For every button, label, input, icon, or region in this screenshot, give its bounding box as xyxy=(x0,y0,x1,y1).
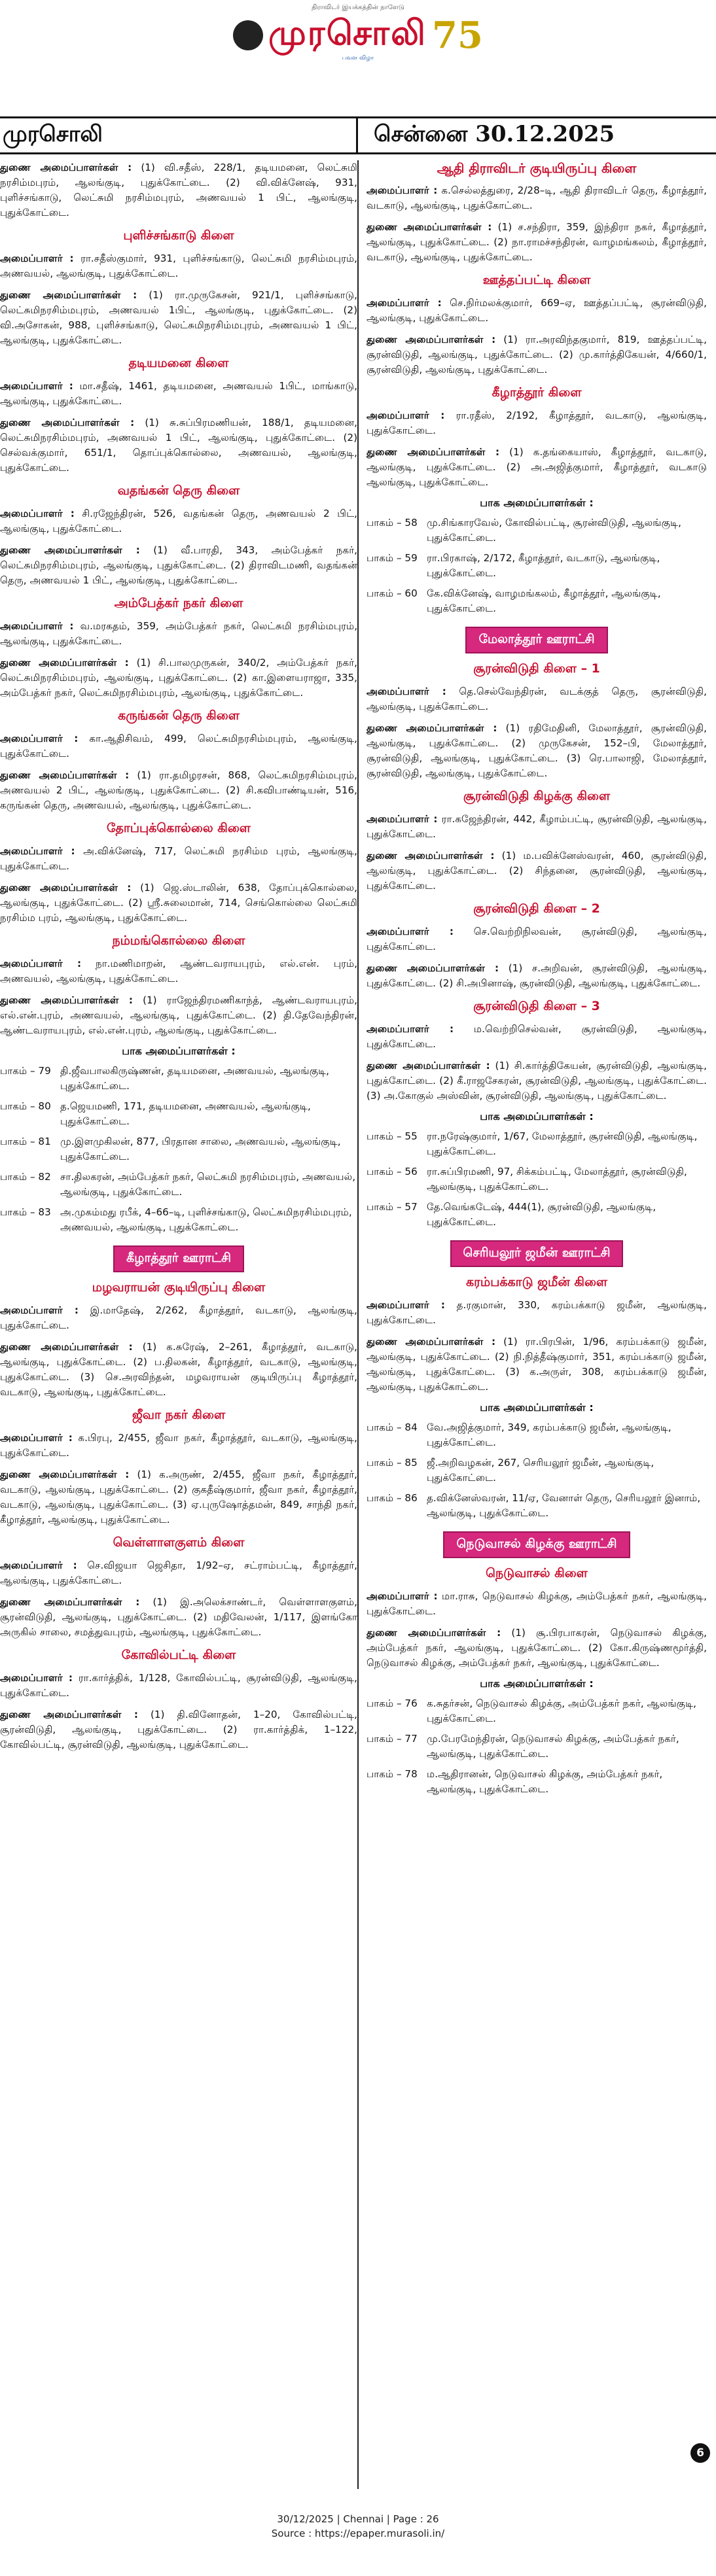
logo-subtitle: பவள விழா xyxy=(342,55,374,61)
member-entry xyxy=(367,408,707,438)
branch-heading: கோவில்பட்டி கிளை xyxy=(121,1648,236,1662)
role-label: துணை அமைப்பாளர்கள் : xyxy=(367,446,500,458)
member-entry xyxy=(0,506,357,536)
member-text: க.செல்லத்துரை, 2/28–டி, ஆதி திராவிடர் தெரு, கீழாத்தூர், வடகாடு, ஆலங்குடி, புதுக்கோட்டை. xyxy=(367,184,707,211)
member-entry xyxy=(0,844,357,874)
branch-heading: ஊத்தப்பட்டி கிளை xyxy=(482,273,591,287)
member-entry xyxy=(0,160,357,220)
member-text: சி.ரஜேந்திரன், 526, வதங்கன் தெரு, அணவயல் 2 பிட், ஆலங்குடி, புதுக்கோட்டை. xyxy=(0,508,357,534)
member-entry xyxy=(0,956,357,986)
branch-heading: புளிச்சங்காடு கிளை xyxy=(123,228,234,243)
bhaga-row xyxy=(0,1099,357,1129)
branch-heading: ஜீவா நகர் கிளை xyxy=(132,1408,226,1422)
bhaga-number: பாகம் – 59 xyxy=(367,552,418,564)
paper-name: முரசொலி xyxy=(0,118,358,152)
member-text: (1) ச.சந்திரா, 359, இந்திரா நகர், கீழாத்தூர், ஆலங்குடி, புதுக்கோட்டை. (2) நா.ராமச்சந்திரன், வாழமங்கலம், கீழாத்தூர், வடகாடு, ஆலங்குடி, புதுக்கோட்டை. xyxy=(367,221,707,263)
bhaga-heading: பாக அமைப்பாளர்கள் : xyxy=(480,496,594,509)
member-text: செ.நிர்மலக்குமார், 669–ஏ, ஊத்தப்பட்டி, சூரன்விடுதி, ஆலங்குடி, புதுக்கோட்டை. xyxy=(367,297,707,324)
member-text: (1) க.தங்கையாஸ், கீழாத்தூர், வடகாடு, ஆலங்குடி, புதுக்கோட்டை. (2) அ.அஜித்குமார், கீழாத்தூர், வடகாடு ஆலங்குடி, புதுக்கோட்டை. xyxy=(367,446,707,488)
panchayat-heading: நெடுவாசல் கிழக்கு ஊராட்சி xyxy=(443,1531,630,1558)
branch-heading: அம்பேத்கர் நகர் கிளை xyxy=(114,596,243,610)
member-entry xyxy=(367,924,707,954)
role-label: துணை அமைப்பாளர்கள் : xyxy=(0,417,135,428)
member-entry xyxy=(367,1022,707,1052)
member-entry xyxy=(0,655,357,701)
role-label: அமைப்பாளர் : xyxy=(367,409,445,421)
member-text: (1) ரா.பிரபின், 1/96, கரம்பக்காடு ஜமீன், ஆலங்குடி, புதுக்கோட்டை. (2) நி.நித்தீஷ்குமார், 351, கரம்பக்காடு ஜமீன், ஆலங்குடி, புதுக்கோட்டை. (3) க.அருள், 308, கரம்பக்காடு ஜமீன், ஆலங்குடி, புதுக்கோட்டை. xyxy=(367,1336,707,1393)
member-text: ரா.சதீஸ்குமார், 931, புளிச்சங்காடு, லெட்சுமி நரசிம்மபுரம், அணவயல், ஆலங்குடி, புதுக்கோட்டை. xyxy=(0,252,357,279)
bhaga-row xyxy=(367,586,707,616)
member-text: (1) தி.வினோதன், 1–20, கோவில்பட்டி, சூரன்விடுதி, ஆலங்குடி, புதுக்கோட்டை. (2) ரா.கார்த்திக், 1–122, கோவில்பட்டி, சூரன்விடுதி, ஆலங்குடி, புதுக்கோட்டை. xyxy=(0,1709,357,1750)
role-label: அமைப்பாளர் : xyxy=(367,1590,438,1602)
member-text: (1) ரா.தமிழரசன், 868, லெட்சுமிநரசிம்மபுரம், அணவயல் 2 பிட், ஆலங்குடி, புதுக்கோட்டை. (2) சி.கவிபாண்டியன், 516, கருங்கன் தெரு, அணவயல், ஆலங்குடி, புதுக்கோட்டை. xyxy=(0,769,357,811)
role-label: அமைப்பாளர் : xyxy=(367,184,438,196)
bhaga-member: மு.பேரமேந்திரன், நெடுவாசல் கிழக்கு, அம்பேத்கர் நகர், ஆலங்குடி, புதுக்கோட்டை. xyxy=(427,1733,679,1760)
role-label: அமைப்பாளர் : xyxy=(367,926,454,937)
member-text: த.ரகுமான், 330, கரம்பக்காடு ஜமீன், ஆலங்குடி, புதுக்கோட்டை. xyxy=(367,1299,707,1326)
member-entry xyxy=(367,1626,707,1671)
member-entry xyxy=(367,961,707,991)
bhaga-number: பாகம் – 58 xyxy=(367,517,418,529)
member-text: (1) சு.சுப்பிரமணியன், 188/1, தடியமனை, லெட்சுமிநரசிம்மபுரம், அணவயல் 1 பிட், ஆலங்குடி, புதுக்கோட்டை. (2) செல்வக்குமார், 651/1, தொப்புக்கொல்லை, அணவயல், ஆலங்குடி, புதுக்கோட்டை. xyxy=(0,417,357,474)
member-entry xyxy=(367,445,707,490)
masthead xyxy=(0,0,716,98)
bhaga-heading: பாக அமைப்பாளர்கள் : xyxy=(480,1110,594,1123)
role-label: அமைப்பாளர் : xyxy=(0,1432,73,1444)
branch-heading: தோப்புக்கொல்லை கிளை xyxy=(107,821,251,835)
member-entry xyxy=(0,1558,357,1588)
bhaga-member: மு.சிங்காரவேல், கோவில்பட்டி, சூரன்விடுதி, ஆலங்குடி, புதுக்கோட்டை. xyxy=(427,517,681,544)
member-entry xyxy=(0,1707,357,1752)
member-text: ரா.கஜேந்திரன், 442, கீழாம்பட்டி, சூரன்விடுதி, ஆலங்குடி, புதுக்கோட்டை. xyxy=(367,813,707,840)
bhaga-row xyxy=(0,1064,357,1094)
member-text: தெ.செல்வேந்திரன், வடக்குத் தெரு, சூரன்விடுதி, ஆலங்குடி, புதுக்கோட்டை. xyxy=(367,686,707,712)
city-date: சென்னை 30.12.2025 xyxy=(374,121,615,147)
bhaga-number: பாகம் – 56 xyxy=(367,1166,418,1177)
bhaga-member: த.ஜெயமணி, 171, தடியமனை, அணவயல், ஆலங்குடி, புதுக்கோட்டை. xyxy=(60,1100,311,1127)
member-text: (1) ரா.அரவிந்தகுமார், 819, ஊத்தப்பட்டி, சூரன்விடுதி, ஆலங்குடி, புதுக்கோட்டை. (2) மு.கார்த்திகேயன், 4/660/1, சூரன்விடுதி, ஆலங்குடி, புதுக்கோட்டை. xyxy=(367,334,707,375)
member-entry xyxy=(0,1595,357,1640)
bhaga-number: பாகம் – 85 xyxy=(367,1457,418,1469)
branch-heading: கருங்கன் தெரு கிளை xyxy=(118,708,240,723)
role-label: துணை அமைப்பாளர்கள் : xyxy=(0,657,129,669)
bhaga-row xyxy=(0,1170,357,1200)
branch-heading: சூரன்விடுதி கிழக்கு கிளை xyxy=(463,789,611,803)
role-label: துணை அமைப்பாளர்கள் : xyxy=(0,289,137,301)
member-text: (1) ரா.முருகேசன், 921/1, புளிச்சங்காடு, லெட்சுமிநரசிம்மபுரம், அணவயல் 1பிட், ஆலங்குடி, புதுக்கோட்டை. (2) வி.அசோகன், 988, புளிச்சங்காடு, லெட்சுமிநரசிம்மபுரம், அணவயல் 1 பிட், ஆலங்குடி, புதுக்கோட்டை. xyxy=(0,289,358,346)
member-entry xyxy=(0,1671,357,1701)
member-text: (1) ரதிமேதினி, மேலாத்தூர், சூரன்விடுதி, ஆலங்குடி, புதுக்கோட்டை. (2) முருகேசன், 152–பி, மேலாத்தூர், சூரன்விடுதி, ஆலங்குடி, புதுக்கோட்டை. (3) ரெ.பாலாஜி, மேலாத்தூர், சூரன்விடுதி, ஆலங்குடி, புதுக்கோட்டை. xyxy=(367,722,707,779)
member-entry xyxy=(367,848,707,894)
role-label: அமைப்பாளர் : xyxy=(0,252,74,264)
member-entry xyxy=(0,543,357,588)
role-label: அமைப்பாளர் : xyxy=(367,1023,454,1035)
role-label: அமைப்பாளர் : xyxy=(0,380,73,392)
role-label: அமைப்பாளர் : xyxy=(0,620,74,632)
member-entry xyxy=(0,415,357,476)
member-text: (1) ராஜேந்திரமணிகாந்த், ஆண்டவராயபுரம், எல்.என்.புரம், அணவயல், ஆலங்குடி, புதுக்கோட்டை. (2) தி.தேவேந்திரன், ஆண்டவராயபுரம், எல்.என்.புரம், ஆலங்குடி, புதுக்கோட்டை. xyxy=(0,994,357,1036)
branch-heading: தடியமனை கிளை xyxy=(128,356,229,370)
role-label: துணை அமைப்பாளர்கள் : xyxy=(367,334,496,345)
bhaga-heading: பாக அமைப்பாளர்கள் : xyxy=(122,1045,236,1057)
role-label: அமைப்பாளர் : xyxy=(0,958,82,969)
footer-date-page: 30/12/2025 | Chennai | Page : 26 xyxy=(277,2513,439,2525)
member-text: செ.வெற்றிநிலவன், சூரன்விடுதி, ஆலங்குடி, புதுக்கோட்டை. xyxy=(367,926,707,952)
member-text: (1) க.சுரேஷ், 2–261, கீழாத்தூர், வடகாடு, ஆலங்குடி, புதுக்கோட்டை. (2) ப.திலகன், கீழாத்தூர், வடகாடு, ஆலங்குடி, புதுக்கோட்டை. (3) செ.அரவிந்தன், மழவராயன் குடியிருப்பு கீழாத்தூர், வடகாடு, ஆலங்குடி, புதுக்கோட்டை. xyxy=(0,1341,358,1398)
member-entry xyxy=(0,1431,357,1461)
bhaga-number: பாகம் – 82 xyxy=(0,1171,51,1183)
member-entry xyxy=(0,1340,357,1400)
member-entry xyxy=(0,288,357,348)
member-text: (1) க.அருண், 2/455, ஜீவா நகர், கீழாத்தூர், வடகாடு, ஆலங்குடி, புதுக்கோட்டை. (2) குகதீஷ்குமார், ஜீவா நகர், கீழாத்தூர், வடகாடு, ஆலங்குடி, புதுக்கோட்டை. (3) ஏ.புருஷோத்தமன், 849, சாந்தி நகர், கீழாத்தூர், ஆலங்குடி, புதுக்கோட்டை. xyxy=(0,1469,358,1525)
bhaga-number: பாகம் – 81 xyxy=(0,1136,51,1147)
bhaga-number: பாகம் – 80 xyxy=(0,1100,51,1112)
member-text: (1) ம.பவிக்னேஸ்வரன், 460, சூரன்விடுதி, ஆலங்குடி, புதுக்கோட்டை. (2) சிந்தனை, சூரன்விடுதி, ஆலங்குடி, புதுக்கோட்டை. xyxy=(367,850,707,892)
bhaga-row xyxy=(367,1767,707,1797)
bhaga-number: பாகம் – 83 xyxy=(0,1206,51,1218)
bhaga-member: ம.ஆதிரானன், நெடுவாசல் கிழக்கு, அம்பேத்கர் நகர், ஆலங்குடி, புதுக்கோட்டை. xyxy=(427,1768,663,1795)
article-columns xyxy=(0,160,716,2489)
branch-heading: சூரன்விடுதி கிளை – 1 xyxy=(473,661,600,676)
member-text: செ.விஜயா ஜெசிதா, 1/92–ஏ, சட்ராம்பட்டி, கீழாத்தூர், ஆலங்குடி, புதுக்கோட்டை. xyxy=(0,1559,357,1586)
bhaga-member: ரா.பிரகாஷ், 2/172, கீழாத்தூர், வடகாடு, ஆலங்குடி, புதுக்கோட்டை. xyxy=(427,552,660,579)
right-column xyxy=(367,160,707,2489)
role-label: துணை அமைப்பாளர்கள் : xyxy=(367,221,492,233)
role-label: அமைப்பாளர் : xyxy=(0,845,75,857)
bhaga-number: பாகம் – 84 xyxy=(367,1421,418,1433)
role-label: அமைப்பாளர் : xyxy=(367,1299,445,1311)
role-label: துணை அமைப்பாளர்கள் : xyxy=(367,850,495,862)
bhaga-number: பாகம் – 55 xyxy=(367,1130,418,1142)
member-entry xyxy=(0,1303,357,1333)
role-label: துணை அமைப்பாளர்கள் : xyxy=(0,544,140,556)
bhaga-member: தே.வெங்கடேஷ், 444(1), சூரன்விடுதி, ஆலங்குடி, புதுக்கோட்டை. xyxy=(427,1201,656,1228)
member-entry xyxy=(367,183,707,213)
member-entry xyxy=(367,721,707,781)
bhaga-member: ரா.நரேஷ்குமார், 1/67, மேலாத்தூர், சூரன்விடுதி, ஆலங்குடி, புதுக்கோட்டை. xyxy=(427,1130,698,1157)
bhaga-member: மு.இளமுகிலன், 877, பிரதான சாலை, அணவயல், ஆலங்குடி, புதுக்கோட்டை. xyxy=(60,1136,341,1162)
bhaga-row xyxy=(0,1134,357,1164)
member-entry xyxy=(367,296,707,326)
branch-heading: சூரன்விடுதி கிளை – 2 xyxy=(473,901,600,916)
member-text: (1) சி.பாலமுருகன், 340/2, அம்பேத்கர் நகர், லெட்சுமிநரசிம்மபுரம், ஆலங்குடி, புதுக்கோட்டை. (2) கா.இளையராஜா, 335, அம்பேத்கர் நகர், லெட்சுமிநரசிம்மபுரம், ஆலங்குடி, புதுக்கோட்டை. xyxy=(0,657,357,699)
bhaga-row xyxy=(367,1420,707,1450)
role-label: துணை அமைப்பாளர்கள் : xyxy=(367,1627,501,1639)
footer-source: Source : https://epaper.murasoli.in/ xyxy=(271,2528,445,2539)
member-entry xyxy=(0,619,357,649)
masthead-logo xyxy=(0,13,716,58)
bhaga-row xyxy=(367,1129,707,1159)
logo-text: முரசொலி xyxy=(268,13,427,53)
member-entry xyxy=(367,220,707,265)
page-number-badge: 6 xyxy=(690,2443,710,2463)
bhaga-number: பாகம் – 76 xyxy=(367,1697,418,1709)
member-entry xyxy=(0,251,357,281)
branch-heading: வதங்கன் தெரு கிளை xyxy=(117,483,240,498)
member-entry xyxy=(367,1589,707,1619)
role-label: அமைப்பாளர் : xyxy=(0,1559,77,1571)
member-text: நா.மணிமாறன், ஆண்டவராயபுரம், எல்.என். புரம், அணவயல், ஆலங்குடி, புதுக்கோட்டை. xyxy=(0,958,358,984)
member-text: ம.வெற்றிசெல்வன், சூரன்விடுதி, ஆலங்குடி, புதுக்கோட்டை. xyxy=(367,1023,707,1050)
bhaga-number: பாகம் – 78 xyxy=(367,1768,418,1780)
role-label: துணை அமைப்பாளர்கள் : xyxy=(0,1469,130,1480)
role-label: அமைப்பாளர் : xyxy=(367,297,442,309)
role-label: துணை அமைப்பாளர்கள் : xyxy=(367,1336,496,1348)
member-entry xyxy=(367,1334,707,1395)
masthead-tagline: திராவிடர் இயக்கத்தின் நாளேடு xyxy=(312,4,404,11)
bhaga-heading: பாக அமைப்பாளர்கள் : xyxy=(480,1401,594,1414)
role-label: அமைப்பாளர் : xyxy=(0,508,75,519)
role-label: துணை அமைப்பாளர்கள் : xyxy=(367,1060,490,1071)
branch-heading: ஆதி திராவிடர் குடியிருப்பு கிளை xyxy=(437,160,637,176)
member-text: (1) ஜெ.ஸ்டாலின், 638, தோப்புக்கொல்லை, ஆலங்குடி, புதுக்கோட்டை. (2) ஸ்ரீ.சுலைமான், 714, செங்கொல்லை லெட்சுமி நரசிம்ம புரம், ஆலங்குடி, புதுக்கோட்டை. xyxy=(0,882,357,924)
bhaga-heading: பாக அமைப்பாளர்கள் : xyxy=(480,1677,594,1690)
member-text: (1) சி.கார்த்திகேயன், சூரன்விடுதி, ஆலங்குடி, புதுக்கோட்டை. (2) கீ.ராஜசேகரன், சூரன்விடுதி, ஆலங்குடி, புதுக்கோட்டை. (3) அ.கோகுல் அஸ்வின், சூரன்விடுதி, ஆலங்குடி, புதுக்கோட்டை. xyxy=(367,1060,707,1102)
footer xyxy=(0,2512,716,2541)
branch-heading: கீழாத்தூர் கிளை xyxy=(492,385,582,400)
member-entry xyxy=(367,812,707,842)
member-entry xyxy=(367,1058,707,1104)
panchayat-heading: கீழாத்தூர் ஊராட்சி xyxy=(113,1245,244,1272)
role-label: துணை அமைப்பாளர்கள் : xyxy=(0,1341,133,1353)
bhaga-row xyxy=(367,551,707,581)
bhaga-number: பாகம் – 86 xyxy=(367,1492,418,1504)
bhaga-member: வே.அஜித்குமார், 349, கரம்பக்காடு ஜமீன், ஆலங்குடி, புதுக்கோட்டை. xyxy=(427,1421,671,1448)
bhaga-number: பாகம் – 79 xyxy=(0,1065,51,1077)
member-entry xyxy=(367,1298,707,1328)
member-text: (1) வீ.பாரதி, 343, அம்பேத்கர் நகர், லெட்சுமிநரசிம்மபுரம், ஆலங்குடி, புதுக்கோட்டை. (2) திராவிடமணி, வதங்கன் தெரு, அணவயல் 1 பிட், ஆலங்குடி, புதுக்கோட்டை. xyxy=(0,544,357,586)
bhaga-row xyxy=(367,1696,707,1726)
member-text: க.பிரபு, 2/455, ஜீவா நகர், கீழாத்தூர், வடகாடு, ஆலங்குடி, புதுக்கோட்டை. xyxy=(0,1432,358,1459)
member-text: ரா.கார்த்திக், 1/128, கோவில்பட்டி, சூரன்விடுதி, ஆலங்குடி, புதுக்கோட்டை. xyxy=(0,1672,357,1699)
left-column xyxy=(0,160,359,2489)
role-label: அமைப்பாளர் : xyxy=(0,1672,73,1684)
member-entry xyxy=(0,993,357,1038)
member-text: கா.ஆதிசிவம், 499, லெட்சுமிநரசிம்மபுரம், ஆலங்குடி, புதுக்கோட்டை. xyxy=(0,733,358,759)
member-text: (1) வி.சதீஸ், 228/1, தடியமனை, லெட்சுமி நரசிம்மபுரம், ஆலங்குடி, புதுக்கோட்டை. (2) வி.விக்னேஷ், 931, புளிச்சங்காடு, லெட்சுமி நரசிம்மபுரம், அணவயல் 1 பிட், ஆலங்குடி, புதுக்கோட்டை. xyxy=(0,162,357,218)
member-entry xyxy=(0,379,357,409)
bhaga-number: பாகம் – 60 xyxy=(367,587,418,599)
branch-heading: வெள்ளாளகுளம் கிளை xyxy=(113,1535,245,1550)
role-label: அமைப்பாளர் : xyxy=(367,686,446,697)
role-label: துணை அமைப்பாளர்கள் : xyxy=(0,769,130,781)
bhaga-member: ரா.சுப்பிரமணி, 97, சிக்கம்பட்டி, மேலாத்தூர், சூரன்விடுதி, ஆலங்குடி, புதுக்கோட்டை. xyxy=(427,1166,687,1192)
role-label: அமைப்பாளர் : xyxy=(0,733,79,744)
member-text: (1) சூ.பிரபாகரன், நெடுவாசல் கிழக்கு, அம்பேத்கர் நகர், ஆலங்குடி, புதுக்கோட்டை. (2) கோ.கிருஷ்ணமூர்த்தி, நெடுவாசல் கிழக்கு, அம்பேத்கர் நகர், ஆலங்குடி, புதுக்கோட்டை. xyxy=(367,1627,707,1669)
bhaga-member: அ.முகம்மது ரபீக், 4–66–டி, புளிச்சங்காடு, லெட்சுமிநரசிம்மபுரம், அணவயல், ஆலங்குடி, புதுக்கோட்டை. xyxy=(60,1206,352,1233)
member-text: வ.மரகதம், 359, அம்பேத்கர் நகர், லெட்சுமி நரசிம்மபுரம், ஆலங்குடி, புதுக்கோட்டை. xyxy=(0,620,358,647)
member-text: மா.ராசு, நெடுவாசல் கிழக்கு, அம்பேத்கர் நகர், ஆலங்குடி, புதுக்கோட்டை. xyxy=(367,1590,707,1617)
role-label: துணை அமைப்பாளர்கள் : xyxy=(367,722,497,734)
member-text: இ.மாதேஷ், 2/262, கீழாத்தூர், வடகாடு, ஆலங்குடி, புதுக்கோட்டை. xyxy=(0,1304,358,1331)
member-entry xyxy=(0,731,357,761)
member-entry xyxy=(0,880,357,926)
bhaga-number: பாகம் – 57 xyxy=(367,1201,418,1213)
dateline xyxy=(0,116,716,154)
branch-heading: நெடுவாசல் கிளை xyxy=(486,1566,588,1580)
bhaga-member: த.விக்னேஸ்வரன், 11/ஏ, வேனாள் தெரு, செரியலூர் இனாம், ஆலங்குடி, புதுக்கோட்டை. xyxy=(427,1492,701,1519)
bhaga-row xyxy=(367,1455,707,1486)
member-entry xyxy=(0,768,357,813)
bhaga-row xyxy=(367,1732,707,1762)
bhaga-member: க.சுதர்சன், நெடுவாசல் கிழக்கு, அம்பேத்கர் நகர், ஆலங்குடி, புதுக்கோட்டை. xyxy=(427,1697,696,1724)
branch-heading: கரம்பக்காடு ஜமீன் கிளை xyxy=(465,1275,608,1289)
branch-heading: சூரன்விடுதி கிளை – 3 xyxy=(473,999,600,1013)
bhaga-member: கே.விக்னேஷ், வாழமங்கலம், கீழாத்தூர், ஆலங்குடி, புதுக்கோட்டை. xyxy=(427,587,661,614)
role-label: துணை அமைப்பாளர்கள் : xyxy=(0,162,132,173)
role-label: அமைப்பாளர் : xyxy=(367,813,438,825)
member-text: (1) இ.அலெக்சாண்டர், வெள்ளாளகுளம், சூரன்விடுதி, ஆலங்குடி, புதுக்கோட்டை. (2) மதிவேலன், 1/117, இளங்கோ அருகில் சாலை, சமத்துவபுரம், ஆலங்குடி, புதுக்கோட்டை. xyxy=(0,1596,357,1638)
rising-sun-emblem-icon xyxy=(233,20,263,50)
branch-heading: நம்மங்கொல்லை கிளை xyxy=(112,933,245,948)
branch-heading: மழவராயன் குடியிருப்பு கிளை xyxy=(92,1280,266,1295)
member-entry xyxy=(367,332,707,377)
role-label: துணை அமைப்பாளர்கள் : xyxy=(0,1709,138,1720)
bhaga-member: சா.திலகரன், அம்பேத்கர் நகர், லெட்சுமி நரசிம்மபுரம், அணவயல், ஆலங்குடி, புதுக்கோட்டை. xyxy=(60,1171,356,1198)
role-label: துணை அமைப்பாளர்கள் : xyxy=(367,962,499,974)
role-label: துணை அமைப்பாளர்கள் : xyxy=(0,1596,140,1608)
bhaga-row xyxy=(367,1491,707,1521)
member-text: அ.விக்னேஷ், 717, லெட்சுமி நரசிம்ம புரம், ஆலங்குடி, புதுக்கோட்டை. xyxy=(0,845,358,872)
panchayat-heading: செரியலூர் ஜமீன் ஊராட்சி xyxy=(450,1240,624,1267)
bhaga-member: தி.ஜீவபாலகிருஷ்ணன், தடியமனை, அணவயல், ஆலங்குடி, புதுக்கோட்டை. xyxy=(60,1065,330,1092)
bhaga-row xyxy=(367,1200,707,1230)
bhaga-member: ஜீ.அறிவழகன், 267, செரியலூர் ஜமீன், ஆலங்குடி, புதுக்கோட்டை. xyxy=(427,1457,654,1484)
logo-anniversary: 75 xyxy=(432,14,483,57)
member-text: (1) ச.அறிவன், சூரன்விடுதி, ஆலங்குடி, புதுக்கோட்டை. (2) சி.அபினாஷ், சூரன்விடுதி, ஆலங்குடி, புதுக்கோட்டை. xyxy=(367,962,707,989)
role-label: துணை அமைப்பாளர்கள் : xyxy=(0,994,134,1006)
member-text: மா.சதீஷ், 1461, தடியமனை, அணவயல் 1பிட், மாங்காடு, ஆலங்குடி, புதுக்கோட்டை. xyxy=(0,380,358,407)
bhaga-row xyxy=(0,1205,357,1235)
role-label: துணை அமைப்பாளர்கள் : xyxy=(0,882,132,894)
role-label: அமைப்பாளர் : xyxy=(0,1304,79,1316)
bhaga-row xyxy=(367,1164,707,1194)
bhaga-row xyxy=(367,515,707,546)
member-entry xyxy=(367,684,707,714)
member-text: ரா.ரதீஸ், 2/192, கீழாத்தூர், வடகாடு, ஆலங்குடி, புதுக்கோட்டை. xyxy=(367,409,707,436)
bhaga-number: பாகம் – 77 xyxy=(367,1733,418,1745)
member-entry xyxy=(0,1467,357,1527)
panchayat-heading: மேலாத்தூர் ஊராட்சி xyxy=(465,627,607,653)
